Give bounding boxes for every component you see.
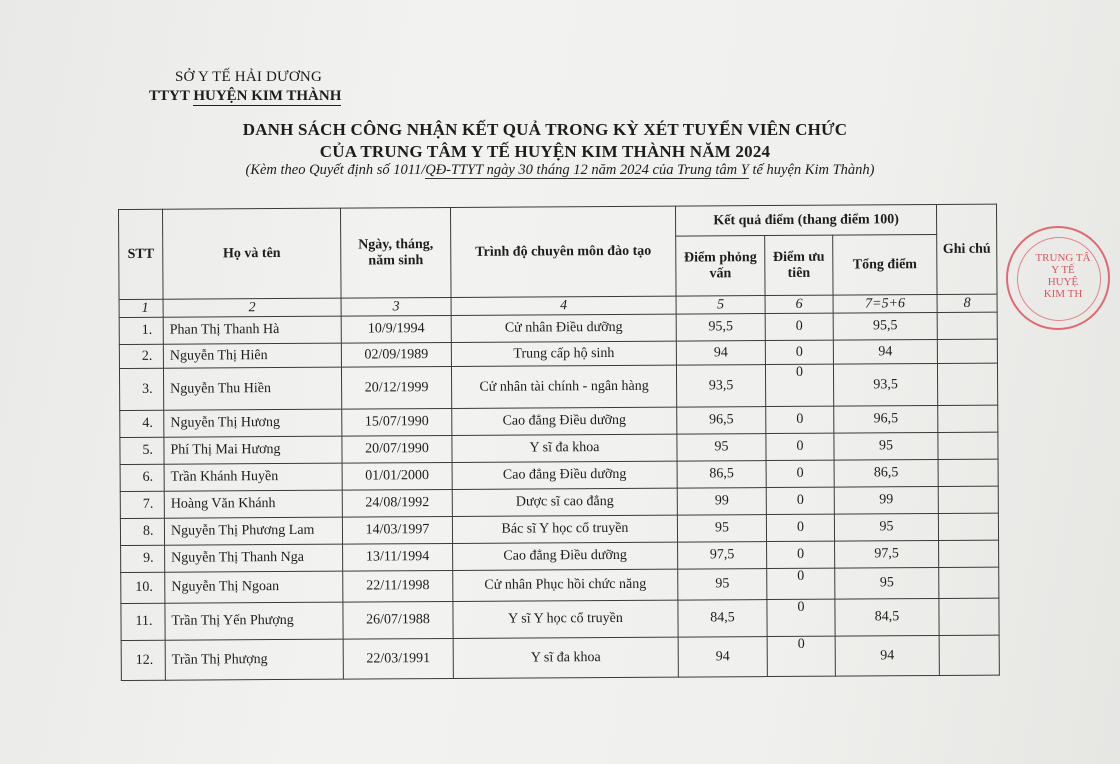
subtitle-underlined: QĐ-TTYT ngày 30 tháng 12 năm 2024 của Trung tâm Y: [425, 162, 749, 178]
header-note: Ghi chú: [936, 204, 997, 294]
index-cell: 3: [341, 297, 451, 316]
header-name: Họ và tên: [163, 208, 342, 299]
cell-note: [937, 363, 997, 405]
cell-name: Nguyễn Thu Hiền: [163, 367, 341, 410]
header-interview: Điểm phỏng vấn: [676, 236, 765, 297]
red-seal-stamp: [1006, 226, 1110, 330]
organization-name: [149, 88, 341, 105]
table-row: [121, 598, 999, 640]
header-dob: Ngày, tháng, năm sinh: [340, 207, 451, 298]
cell-interview: 95: [677, 434, 766, 462]
cell-interview: 93,5: [676, 365, 765, 408]
cell-name: Trần Thị Yến Phượng: [165, 602, 343, 640]
cell-dob: 24/08/1992: [342, 489, 452, 517]
cell-priority: 0: [766, 487, 834, 514]
cell-name: Trần Thị Phượng: [165, 639, 343, 680]
cell-name: Nguyễn Thị Phương Lam: [164, 517, 342, 545]
cell-degree: Dược sĩ cao đẳng: [452, 488, 677, 516]
header-degree: Trình độ chuyên môn đào tạo: [450, 206, 676, 297]
stamp-line: HUYỆ: [1047, 276, 1079, 288]
cell-total: 94: [833, 339, 937, 364]
cell-note: [939, 540, 999, 567]
cell-stt: 6.: [120, 464, 164, 491]
cell-priority: 0: [766, 406, 834, 433]
cell-total: 95: [834, 432, 938, 460]
index-cell: 7=5+6: [833, 294, 937, 313]
index-cell: 8: [937, 294, 997, 312]
cell-dob: 22/03/1991: [343, 638, 453, 679]
cell-total: 86,5: [834, 459, 938, 487]
cell-dob: 22/11/1998: [343, 570, 453, 602]
cell-interview: 96,5: [677, 407, 766, 435]
cell-stt: 10.: [121, 572, 165, 603]
cell-degree: Cử nhân Phục hồi chức năng: [453, 569, 678, 601]
cell-interview: 95: [677, 515, 766, 543]
cell-priority: 0: [766, 514, 834, 541]
cell-interview: 95: [678, 569, 767, 601]
cell-total: 97,5: [835, 540, 939, 568]
cell-name: Nguyễn Thị Ngoan: [165, 571, 343, 603]
cell-dob: 15/07/1990: [342, 408, 452, 436]
cell-dob: 20/12/1999: [341, 366, 451, 409]
cell-interview: 99: [677, 488, 766, 516]
cell-stt: 5.: [120, 437, 164, 464]
stamp-text: [1028, 252, 1098, 300]
cell-degree: Trung cấp hộ sinh: [451, 341, 676, 366]
cell-stt: 3.: [119, 368, 163, 410]
cell-note: [937, 339, 997, 363]
organization-prefix: TTYT: [149, 88, 194, 104]
cell-name: Hoàng Văn Khánh: [164, 490, 342, 518]
cell-stt: 4.: [120, 410, 164, 437]
cell-priority: 0: [766, 433, 834, 460]
cell-stt: 2.: [119, 344, 163, 368]
cell-stt: 9.: [121, 545, 165, 572]
cell-stt: 8.: [120, 518, 164, 545]
cell-total: 84,5: [835, 598, 939, 636]
cell-degree: Cao đẳng Điều dưỡng: [453, 542, 678, 570]
cell-priority: 0: [765, 364, 833, 406]
cell-name: Phan Thị Thanh Hà: [163, 316, 341, 344]
cell-degree: Cử nhân tài chính - ngân hàng: [451, 365, 676, 408]
cell-priority: 0: [767, 568, 835, 599]
index-cell: 4: [451, 296, 676, 315]
cell-stt: 11.: [121, 603, 165, 640]
cell-name: Nguyễn Thị Hiên: [163, 343, 341, 368]
cell-note: [937, 312, 997, 339]
subtitle-suffix: tế huyện Kim Thành): [748, 162, 875, 178]
cell-priority: 0: [766, 460, 834, 487]
cell-dob: 02/09/1989: [341, 342, 451, 367]
cell-dob: 26/07/1988: [343, 601, 453, 639]
cell-note: [938, 486, 998, 513]
cell-interview: 86,5: [677, 461, 766, 489]
cell-note: [938, 513, 998, 540]
cell-total: 96,5: [834, 405, 938, 433]
header-total: Tổng điểm: [833, 234, 937, 295]
index-cell: 2: [163, 298, 341, 317]
cell-stt: 12.: [121, 640, 165, 680]
cell-degree: Y sĩ Y học cổ truyền: [453, 600, 678, 638]
cell-total: 99: [834, 486, 938, 514]
cell-total: 95: [834, 513, 938, 541]
cell-degree: Bác sĩ Y học cổ truyền: [452, 515, 677, 543]
cell-interview: 94: [678, 637, 767, 678]
cell-priority: 0: [765, 340, 833, 364]
cell-dob: 10/9/1994: [341, 315, 451, 343]
cell-name: Phí Thị Mai Hương: [164, 436, 342, 464]
cell-note: [939, 567, 999, 598]
cell-priority: 0: [765, 313, 833, 340]
cell-stt: 1.: [119, 317, 163, 344]
header-score-group: Kết quả điểm (thang điểm 100): [675, 205, 936, 237]
document-subtitle: [0, 162, 1120, 179]
cell-priority: 0: [767, 636, 835, 676]
index-cell: 5: [676, 296, 765, 315]
cell-degree: Cao đẳng Điều dưỡng: [452, 461, 677, 489]
document-title-line1: DANH SÁCH CÔNG NHẬN KẾT QUẢ TRONG KỲ XÉT TUYỂN VIÊN CHỨC: [242, 120, 848, 139]
stamp-line: KIM TH: [1043, 288, 1083, 300]
cell-dob: 20/07/1990: [342, 435, 452, 463]
table-row: [119, 363, 997, 410]
cell-total: 94: [835, 635, 939, 676]
index-cell: 1: [119, 299, 163, 317]
cell-total: 93,5: [833, 363, 937, 406]
organization-underlined: HUYỆN KIM THÀNH: [193, 88, 342, 104]
cell-name: Trần Khánh Huyền: [164, 463, 342, 491]
cell-degree: Cao đẳng Điều dưỡng: [452, 407, 677, 435]
cell-note: [939, 598, 999, 635]
cell-note: [938, 432, 998, 459]
cell-interview: 94: [676, 341, 765, 366]
cell-total: 95,5: [833, 312, 937, 340]
cell-interview: 95,5: [676, 314, 765, 342]
index-cell: 6: [765, 295, 833, 313]
cell-degree: Cử nhân Điều dưỡng: [451, 314, 676, 342]
results-table: [118, 204, 1000, 681]
cell-total: 95: [835, 567, 939, 599]
table-row: [121, 635, 999, 680]
document-title-line2: CỦA TRUNG TÂM Y TẾ HUYỆN KIM THÀNH NĂM 2024: [319, 142, 771, 161]
department-name: SỞ Y TẾ HẢI DƯƠNG: [175, 69, 322, 85]
header-priority: Điểm ưu tiên: [765, 235, 833, 295]
cell-dob: 01/01/2000: [342, 462, 452, 490]
cell-note: [939, 635, 999, 675]
cell-dob: 13/11/1994: [343, 543, 453, 571]
stamp-line: TRUNG TÂ: [1035, 252, 1091, 264]
cell-degree: Y sĩ đa khoa: [453, 637, 678, 678]
cell-note: [938, 459, 998, 486]
cell-name: Nguyễn Thị Hương: [164, 409, 342, 437]
cell-note: [938, 405, 998, 432]
cell-stt: 7.: [120, 491, 164, 518]
cell-interview: 84,5: [678, 600, 767, 638]
cell-degree: Y sĩ đa khoa: [452, 434, 677, 462]
cell-priority: 0: [767, 541, 835, 568]
header-stt: STT: [119, 209, 164, 299]
cell-dob: 14/03/1997: [342, 516, 452, 544]
subtitle-prefix: (Kèm theo Quyết định số 1011/: [245, 162, 426, 178]
cell-interview: 97,5: [678, 542, 767, 570]
cell-priority: 0: [767, 599, 835, 636]
cell-name: Nguyễn Thị Thanh Nga: [165, 544, 343, 572]
stamp-line: Y TẾ: [1051, 264, 1075, 276]
